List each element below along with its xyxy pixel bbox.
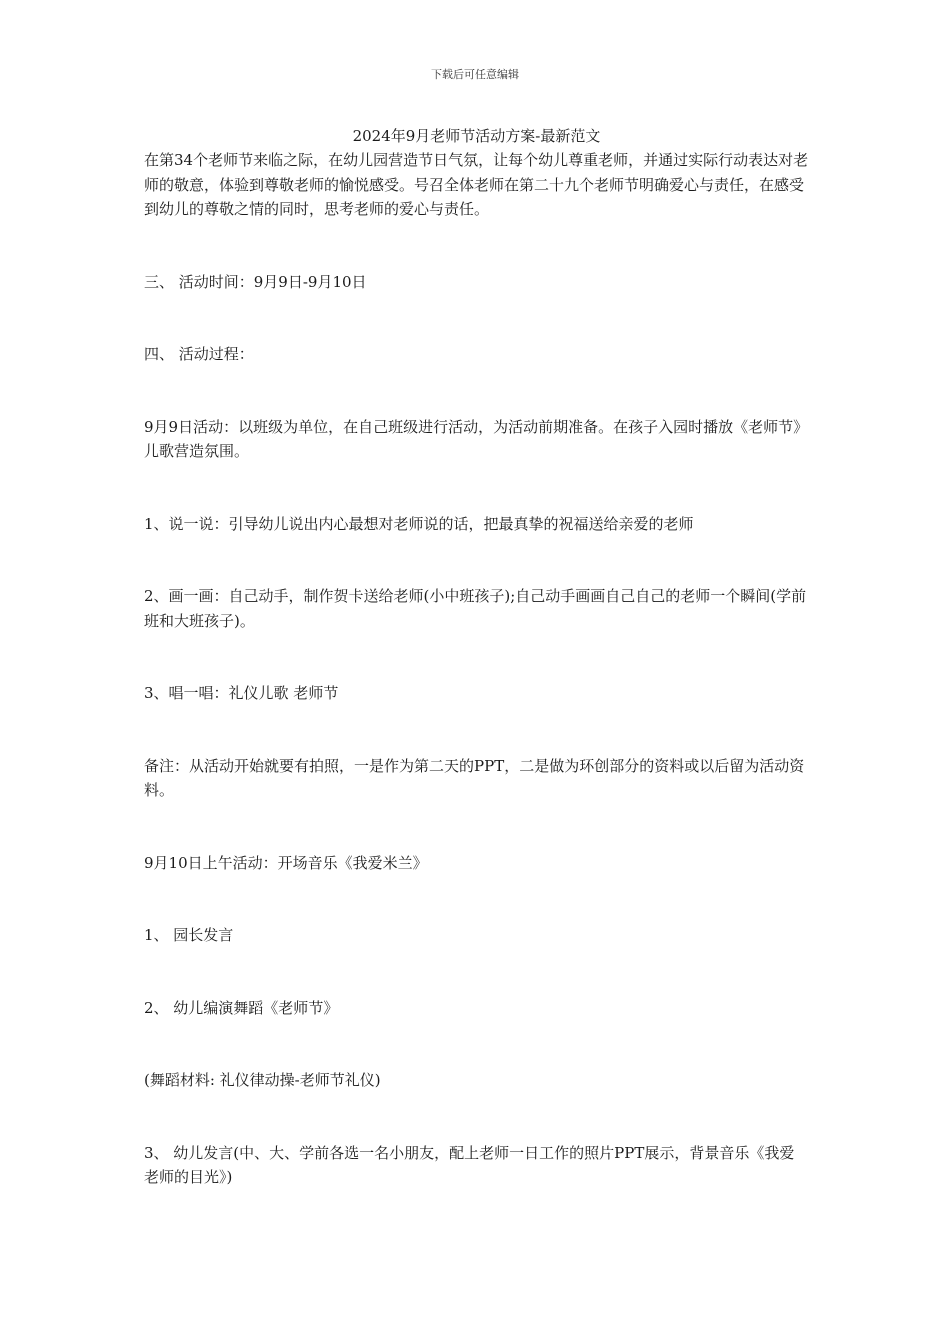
item-say: 1、说一说：引导幼儿说出内心最想对老师说的话，把最真挚的祝福送给亲爱的老师 xyxy=(144,514,694,533)
item-draw: 2、画一画：自己动手，制作贺卡送给老师(小中班孩子);自己动手画画自己自己的老师一个瞬间(学前班和大班孩子)。 xyxy=(144,587,807,630)
day2-activity: 9月10日上午活动：开场音乐《我爱米兰》 xyxy=(144,853,428,872)
intro-paragraph: 在第34个老师节来临之际，在幼儿园营造节日气氛，让每个幼儿尊重老师，并通过实际行动表达对老师的敬意，体验到尊敬老师的愉悦感受。号召全体老师在第二十九个老师节明确爱心与责任，在感受到幼儿的尊敬之情的同时，思考老师的爱心与责任。 xyxy=(144,151,809,218)
step-child-speech: 3、 幼儿发言(中、大、学前各选一名小朋友，配上老师一日工作的照片PPT展示，背景音乐《我爱老师的目光》) xyxy=(144,1143,795,1186)
day1-activity: 9月9日活动：以班级为单位，在自己班级进行活动，为活动前期准备。在孩子入园时播放《老师节》儿歌营造氛围。 xyxy=(144,417,809,460)
document-body xyxy=(144,124,809,1190)
download-note: 下载后可任意编辑 xyxy=(431,68,519,81)
remark-paragraph: 备注：从活动开始就要有拍照，一是作为第二天的PPT，二是做为环创部分的资料或以后留为活动资料。 xyxy=(144,756,805,799)
section-activity-process: 四、 活动过程： xyxy=(144,345,254,363)
step-principal-speech: 1、 园长发言 xyxy=(144,926,234,944)
document-title: 2024年9月老师节活动方案-最新范文 xyxy=(352,127,601,145)
item-sing: 3、唱一唱：礼仪儿歌 老师节 xyxy=(144,684,339,702)
dance-material: (舞蹈材料: 礼仪律动操-老师节礼仪) xyxy=(144,1071,381,1089)
step-dance: 2、 幼儿编演舞蹈《老师节》 xyxy=(144,998,339,1017)
section-activity-time: 三、 活动时间：9月9日-9月10日 xyxy=(144,272,367,291)
